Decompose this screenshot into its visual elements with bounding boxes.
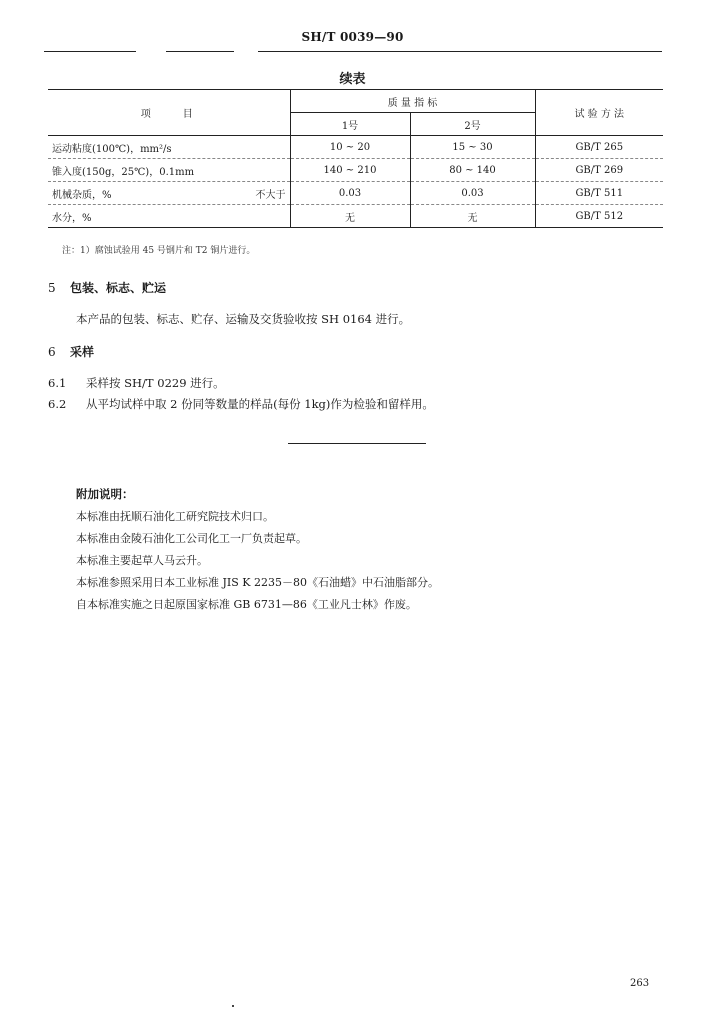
additional-notes-title: 附加说明： — [76, 487, 134, 501]
row-grade2: 无 — [410, 205, 535, 228]
additional-note-line: 本标准参照采用日本工业标准 JIS K 2235－80《石油蜡》中石油脂部分。 — [76, 576, 439, 589]
additional-note-line: 本标准主要起草人马云升。 — [76, 554, 208, 567]
header-rule-right — [258, 51, 662, 52]
row-grade2: 80 ~ 140 — [410, 159, 535, 182]
table-row — [48, 205, 663, 228]
row-grade1: 140 ~ 210 — [290, 159, 410, 182]
header-method: 试 验 方 法 — [535, 90, 663, 136]
row-method: GB/T 269 — [535, 159, 663, 182]
table-row — [48, 159, 663, 182]
header-quality: 质 量 指 标 — [290, 90, 535, 113]
section-5-heading: 5 包装、标志、贮运 — [48, 281, 167, 295]
header-item: 项 目 — [48, 90, 290, 136]
row-grade1: 0.03 — [290, 182, 410, 205]
header-grade2: 2号 — [410, 113, 535, 136]
row-item: 运动粘度(100℃)，mm²/s — [48, 136, 290, 159]
row-item: 机械杂质，% 不大于 — [48, 182, 290, 205]
section-6-2: 6.2 从平均试样中取 2 份同等数量的样品(每份 1kg)作为检验和留样用。 — [48, 397, 434, 411]
row-method: GB/T 512 — [535, 205, 663, 228]
row-grade2: 0.03 — [410, 182, 535, 205]
section-5-text: 本产品的包装、标志、贮存、运输及交货验收按 SH 0164 进行。 — [76, 312, 411, 326]
row-item: 水分，% — [48, 205, 290, 228]
section-6-heading: 6 采样 — [48, 345, 95, 359]
header-rule-mid — [166, 51, 234, 52]
row-method: GB/T 265 — [535, 136, 663, 159]
row-grade1: 无 — [290, 205, 410, 228]
spec-table — [48, 89, 663, 228]
additional-note-line: 自本标准实施之日起原国家标准 GB 6731—86《工业凡士林》作废。 — [76, 598, 417, 611]
section-6-1: 6.1 采样按 SH/T 0229 进行。 — [48, 376, 225, 390]
table-row — [48, 182, 663, 205]
row-grade1: 10 ~ 20 — [290, 136, 410, 159]
header-rule-left — [44, 51, 136, 52]
row-grade2: 15 ~ 30 — [410, 136, 535, 159]
additional-note-line: 本标准由金陵石油化工公司化工一厂负责起草。 — [76, 532, 307, 545]
table-row — [48, 136, 663, 159]
section-divider — [288, 443, 426, 444]
scan-speck — [232, 1005, 234, 1007]
additional-note-line: 本标准由抚顺石油化工研究院技术归口。 — [76, 510, 274, 523]
row-method: GB/T 511 — [535, 182, 663, 205]
page-number: 263 — [630, 978, 650, 989]
table-note: 注：1）腐蚀试验用 45 号钢片和 T2 铜片进行。 — [62, 246, 256, 256]
table-caption: 续表 — [339, 72, 366, 87]
document-code-header: SH/T 0039—90 — [301, 30, 404, 44]
row-item: 锥入度(150g，25℃)，0.1mm — [48, 159, 290, 182]
header-grade1: 1号 — [290, 113, 410, 136]
